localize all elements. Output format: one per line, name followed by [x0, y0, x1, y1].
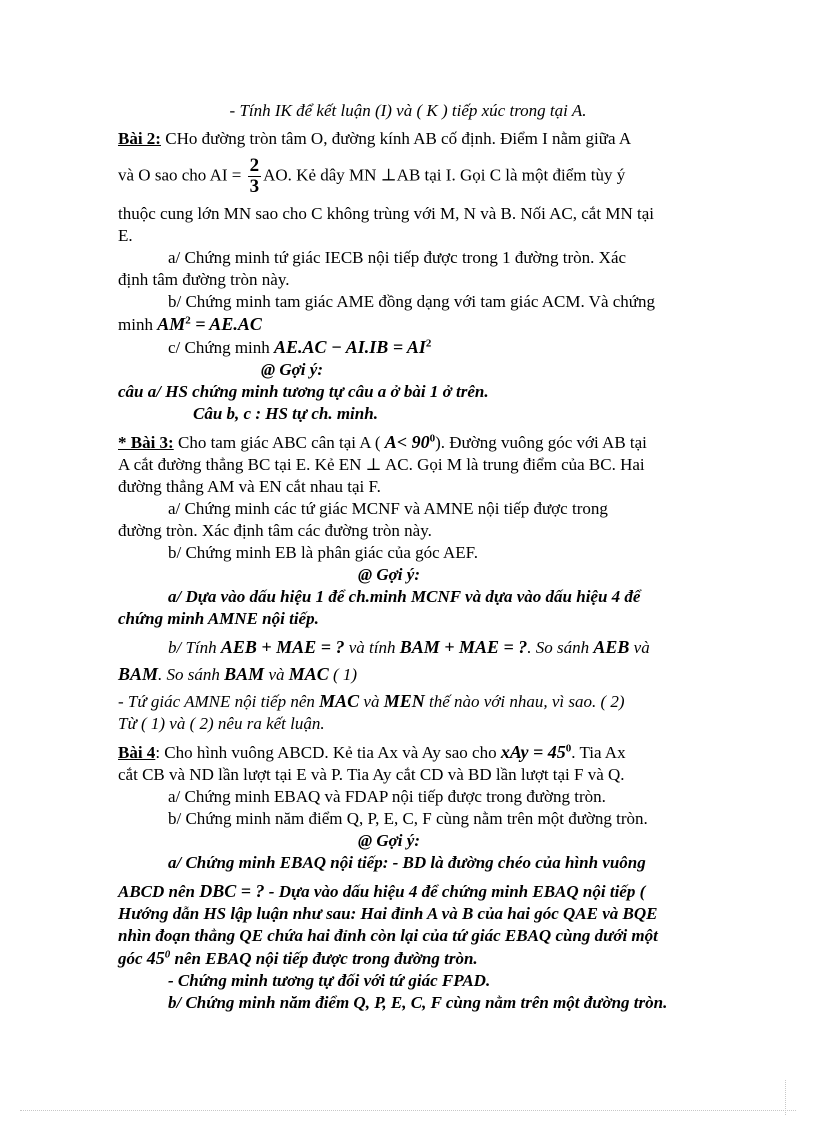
hint-heading: [118, 359, 698, 381]
math-expression: MAC: [319, 691, 360, 711]
math-expression: = AE.AC: [190, 314, 262, 334]
text-line: [118, 454, 698, 476]
math-expression: < 90: [396, 432, 430, 452]
text-line: [118, 636, 698, 659]
text: định tâm đường tròn này.: [118, 270, 290, 289]
text: thuộc cung lớn MN sao cho C không trùng với M, N và B. Nối AC, cắt MN tại: [118, 204, 654, 223]
text: minh: [118, 315, 158, 334]
text-line: [118, 476, 698, 498]
hint-heading: [118, 830, 698, 852]
text: và O sao cho AI =: [118, 165, 246, 185]
text: A cắt đường thẳng BC tại E. Kẻ EN ⊥ AC. Gọi M là trung điểm của BC. Hai: [118, 455, 645, 474]
text: ABCD nên: [118, 882, 200, 901]
text-line: [118, 542, 698, 564]
problem-label: Bài 4: [118, 743, 156, 762]
fraction: [248, 156, 262, 197]
text: - Tứ giác AMNE nội tiếp nên: [118, 692, 320, 711]
text-line: [118, 156, 698, 197]
math-expression: AEB: [593, 637, 630, 657]
text-line: [118, 992, 698, 1014]
text: c/ Chứng minh: [168, 338, 275, 357]
text-line: [118, 269, 698, 291]
text-line: [118, 764, 698, 786]
page-border-corner: [785, 1080, 786, 1115]
text-line: [118, 520, 698, 542]
text-line: [118, 852, 698, 874]
problem-3-heading: [118, 431, 698, 454]
text-line: [118, 498, 698, 520]
text-line: [118, 947, 698, 970]
math-expression: BAM: [224, 664, 265, 684]
text: và: [264, 665, 289, 684]
math-expression: 45: [146, 948, 165, 968]
text: : Cho hình vuông ABCD. Kẻ tia Ax và Ay sao cho: [155, 743, 501, 762]
text: chứng minh AMNE nội tiếp.: [118, 609, 319, 628]
text-line: [118, 808, 698, 830]
text-line: [118, 690, 698, 713]
superscript: 0: [429, 432, 436, 445]
text-line: [118, 786, 698, 808]
text: AO. Kẻ dây MN ⊥AB tại I. Gọi C là một điểm tùy ý: [263, 165, 626, 185]
fraction-denominator: 3: [249, 176, 260, 197]
text-line: [118, 100, 698, 122]
text-line: [118, 225, 698, 247]
text-line: [118, 903, 698, 925]
superscript: 0: [164, 948, 171, 961]
math-expression: AE.AC − AI.IB = AI: [274, 337, 426, 357]
text-line: [118, 925, 698, 947]
text-line: [118, 970, 698, 992]
math-expression: DBC = ?: [199, 881, 265, 901]
text: và: [629, 638, 650, 657]
text: b/ Chứng minh tam giác AME đồng dạng với tam giác ACM. Và chứng: [168, 292, 655, 311]
text: Hướng dẫn HS lập luận như sau: Hai đỉnh A và B của hai góc QAE và BQE: [118, 904, 658, 923]
text: - Dựa vào dấu hiệu 4 để chứng minh EBAQ nội tiếp (: [264, 882, 646, 901]
text: nhìn đoạn thẳng QE chứa hai đỉnh còn lại của tứ giác EBAQ cùng dưới một: [118, 926, 658, 945]
math-expression: BAM + MAE = ?: [399, 637, 528, 657]
problem-2-heading: [118, 128, 698, 150]
text: b/ Tính: [168, 638, 221, 657]
text: - Chứng minh tương tự đối với tứ giác FPAD.: [168, 971, 491, 990]
math-expression: MAC: [288, 664, 329, 684]
text: b/ Chứng minh năm điểm Q, P, E, C, F cùng nằm trên một đường tròn.: [168, 809, 648, 828]
math-expression: A: [384, 432, 397, 452]
problem-4-heading: [118, 741, 698, 764]
text: Câu b, c : HS tự ch. minh.: [193, 404, 378, 423]
text-line: [118, 291, 698, 313]
text: câu a/ HS chứng minh tương tự câu a ở bài 1 ở trên.: [118, 382, 489, 401]
text: . Tia Ax: [571, 743, 626, 762]
text-line: [118, 403, 698, 425]
text: a/ Dựa vào dấu hiệu 1 để ch.minh MCNF và dựa vào dấu hiệu 4 để: [168, 587, 641, 606]
text-line: [118, 381, 698, 403]
math-expression: xAy = 45: [500, 742, 566, 762]
text: @ Gợi ý:: [261, 360, 323, 379]
text-line: [118, 608, 698, 630]
text: ( 1): [328, 665, 358, 684]
text: @ Gợi ý:: [358, 831, 420, 850]
text: cắt CB và ND lần lượt tại E và P. Tia Ay cắt CD và BD lần lượt tại F và Q.: [118, 765, 625, 784]
text: . So sánh: [527, 638, 594, 657]
page-border-bottom: [20, 1110, 796, 1111]
text-line: [118, 880, 698, 903]
text: góc: [118, 949, 147, 968]
text-line: [118, 247, 698, 269]
document-body: [118, 100, 698, 1014]
text-line: [118, 663, 698, 686]
math-expression: AM: [157, 314, 186, 334]
math-expression: AEB + MAE = ?: [220, 637, 345, 657]
problem-label: Bài 2:: [118, 129, 161, 148]
text: nên EBAQ nội tiếp được trong đường tròn.: [170, 949, 478, 968]
text: a/ Chứng minh EBAQ và FDAP nội tiếp được trong đường tròn.: [168, 787, 606, 806]
hint-heading: [118, 564, 698, 586]
text-line: [118, 336, 698, 359]
text: . So sánh: [158, 665, 225, 684]
text: @ Gợi ý:: [358, 565, 420, 584]
text: a/ Chứng minh EBAQ nội tiếp: - BD là đường chéo của hình vuông: [168, 853, 646, 872]
text: đường thẳng AM và EN cắt nhau tại F.: [118, 477, 381, 496]
text: a/ Chứng minh các tứ giác MCNF và AMNE nội tiếp được trong: [168, 499, 608, 518]
text-line: [118, 713, 698, 735]
text: đường tròn. Xác định tâm các đường tròn này.: [118, 521, 432, 540]
text: ). Đường vuông góc với AB tại: [435, 433, 647, 452]
text: b/ Chứng minh EB là phân giác của góc AEF.: [168, 543, 479, 562]
superscript: 2: [425, 337, 432, 350]
superscript: 2: [185, 314, 191, 327]
text: b/ Chứng minh năm điểm Q, P, E, C, F cùng nằm trên một đường tròn.: [168, 993, 668, 1012]
text: thế nào với nhau, vì sao. ( 2): [424, 692, 625, 711]
superscript: 0: [565, 742, 572, 755]
fraction-numerator: 2: [249, 155, 260, 176]
problem-label: * Bài 3:: [118, 433, 174, 452]
math-expression: BAM: [118, 664, 159, 684]
text: Từ ( 1) và ( 2) nêu ra kết luận.: [118, 714, 325, 733]
text: và tính: [344, 638, 400, 657]
text: CHo đường tròn tâm O, đường kính AB cố định. Điểm I nằm giữa A: [160, 129, 632, 148]
text-line: [118, 203, 698, 225]
text-line: [118, 313, 698, 336]
text-line: [118, 586, 698, 608]
text: a/ Chứng minh tứ giác IECB nội tiếp được trong 1 đường tròn. Xác: [168, 248, 627, 267]
text: - Tính IK để kết luận (I) và ( K ) tiếp xúc trong tại A.: [229, 101, 587, 120]
math-expression: MEN: [383, 691, 425, 711]
text: Cho tam giác ABC cân tại A (: [173, 433, 385, 452]
text: và: [359, 692, 384, 711]
text: E.: [118, 226, 133, 245]
